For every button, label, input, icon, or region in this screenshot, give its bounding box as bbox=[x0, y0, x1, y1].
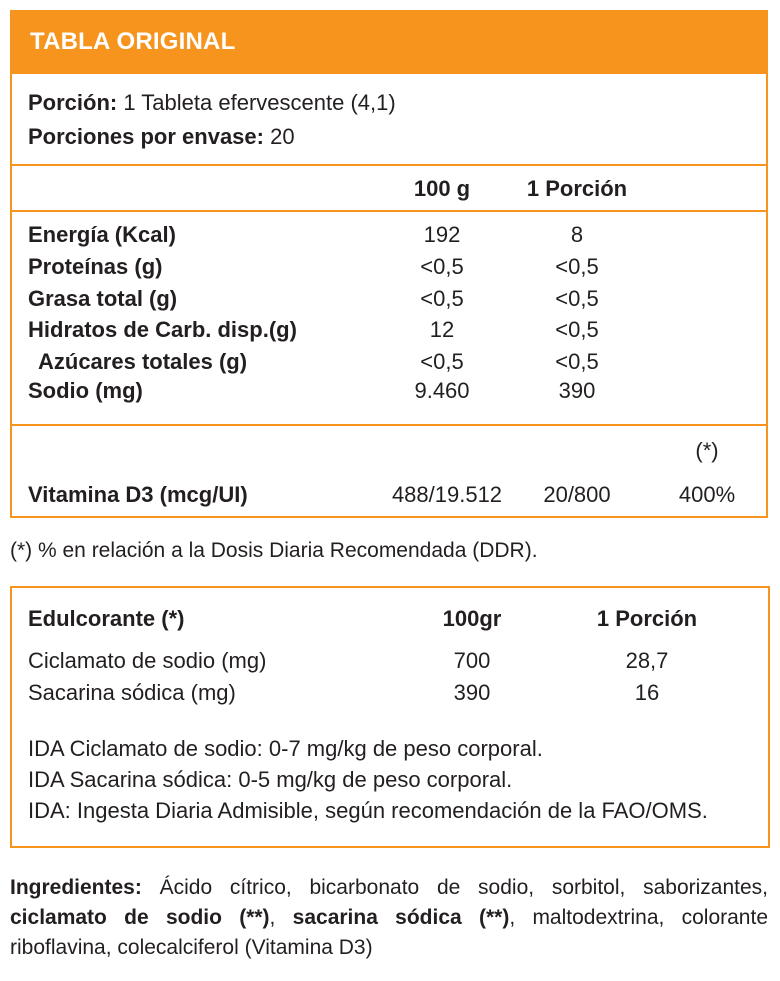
row-value-portion: <0,5 bbox=[555, 349, 599, 374]
note-line: IDA: Ingesta Diaria Admisible, según recomendación de la FAO/OMS. bbox=[28, 798, 708, 823]
portion-line bbox=[28, 90, 396, 116]
row-value-100g: 9.460 bbox=[414, 378, 470, 403]
sweetener-title: Edulcorante (*) bbox=[28, 606, 185, 631]
vitamin-name: Vitamina D3 (mcg/UI) bbox=[28, 482, 248, 507]
row-value-100g: 12 bbox=[429, 317, 455, 342]
servings-value: 20 bbox=[270, 124, 295, 149]
row-value-portion: 390 bbox=[558, 378, 596, 403]
divider bbox=[12, 164, 766, 166]
col-header-portion: 1 Porción bbox=[526, 176, 628, 201]
row-value-portion: 28,7 bbox=[625, 648, 669, 673]
portion-value: 1 Tableta efervescente (4,1) bbox=[123, 90, 396, 115]
ingredients-part: , maltodextrina, colorante riboflavina, colecalciferol (Vitamina D3) bbox=[10, 906, 769, 959]
ingredients-part: Ácido cítrico, bicarbonato de sodio, sorbitol, saborizantes, bbox=[141, 876, 768, 899]
row-value-portion: 16 bbox=[634, 680, 660, 705]
table-title: TABLA ORIGINAL bbox=[30, 28, 236, 55]
ingredients-bold: ciclamato de sodio (**) bbox=[10, 906, 270, 929]
vitamin-ddr: 400% bbox=[678, 482, 736, 507]
row-name: Hidratos de Carb. disp.(g) bbox=[28, 317, 297, 342]
vitamin-value-portion: 20/800 bbox=[543, 482, 611, 507]
row-value-portion: <0,5 bbox=[555, 254, 599, 279]
ddr-header: (*) bbox=[695, 438, 719, 463]
vitamin-value-100g: 488/19.512 bbox=[391, 482, 503, 507]
col-header-portion: 1 Porción bbox=[596, 606, 698, 631]
row-value-100g: <0,5 bbox=[420, 254, 464, 279]
ingredients-part: , bbox=[269, 906, 293, 929]
row-value-portion: 8 bbox=[570, 222, 584, 247]
ingredients-label: Ingredientes: bbox=[10, 876, 142, 899]
note-line: IDA Sacarina sódica: 0-5 mg/kg de peso corporal. bbox=[28, 767, 513, 792]
col-header-100g: 100 g bbox=[413, 176, 471, 201]
row-name: Ciclamato de sodio (mg) bbox=[28, 648, 267, 673]
row-value-portion: <0,5 bbox=[555, 286, 599, 311]
note-line: IDA Ciclamato de sodio: 0-7 mg/kg de peso corporal. bbox=[28, 736, 543, 761]
divider bbox=[12, 210, 766, 212]
row-value-100g: <0,5 bbox=[420, 349, 464, 374]
row-value-100g: 192 bbox=[423, 222, 461, 247]
ingredients-text bbox=[10, 873, 768, 963]
row-name: Sodio (mg) bbox=[28, 378, 143, 403]
row-name: Azúcares totales (g) bbox=[38, 349, 248, 374]
ingredients-bold: sacarina sódica (**) bbox=[292, 906, 510, 929]
servings-label: Porciones por envase: bbox=[28, 124, 264, 149]
nutrition-table bbox=[10, 10, 768, 518]
footnote: (*) % en relación a la Dosis Diaria Recomendada (DDR). bbox=[10, 539, 538, 562]
row-value-100g: 700 bbox=[453, 648, 491, 673]
row-value-100g: 390 bbox=[453, 680, 491, 705]
divider bbox=[12, 424, 766, 426]
table-header bbox=[12, 12, 766, 74]
row-name: Sacarina sódica (mg) bbox=[28, 680, 236, 705]
sweetener-table bbox=[10, 586, 770, 848]
row-name: Proteínas (g) bbox=[28, 254, 163, 279]
col-header-100g: 100gr bbox=[442, 606, 502, 631]
row-name: Energía (Kcal) bbox=[28, 222, 176, 247]
servings-line bbox=[28, 124, 295, 150]
row-name: Grasa total (g) bbox=[28, 286, 178, 311]
row-value-100g: <0,5 bbox=[420, 286, 464, 311]
row-value-portion: <0,5 bbox=[555, 317, 599, 342]
portion-label: Porción: bbox=[28, 90, 118, 115]
